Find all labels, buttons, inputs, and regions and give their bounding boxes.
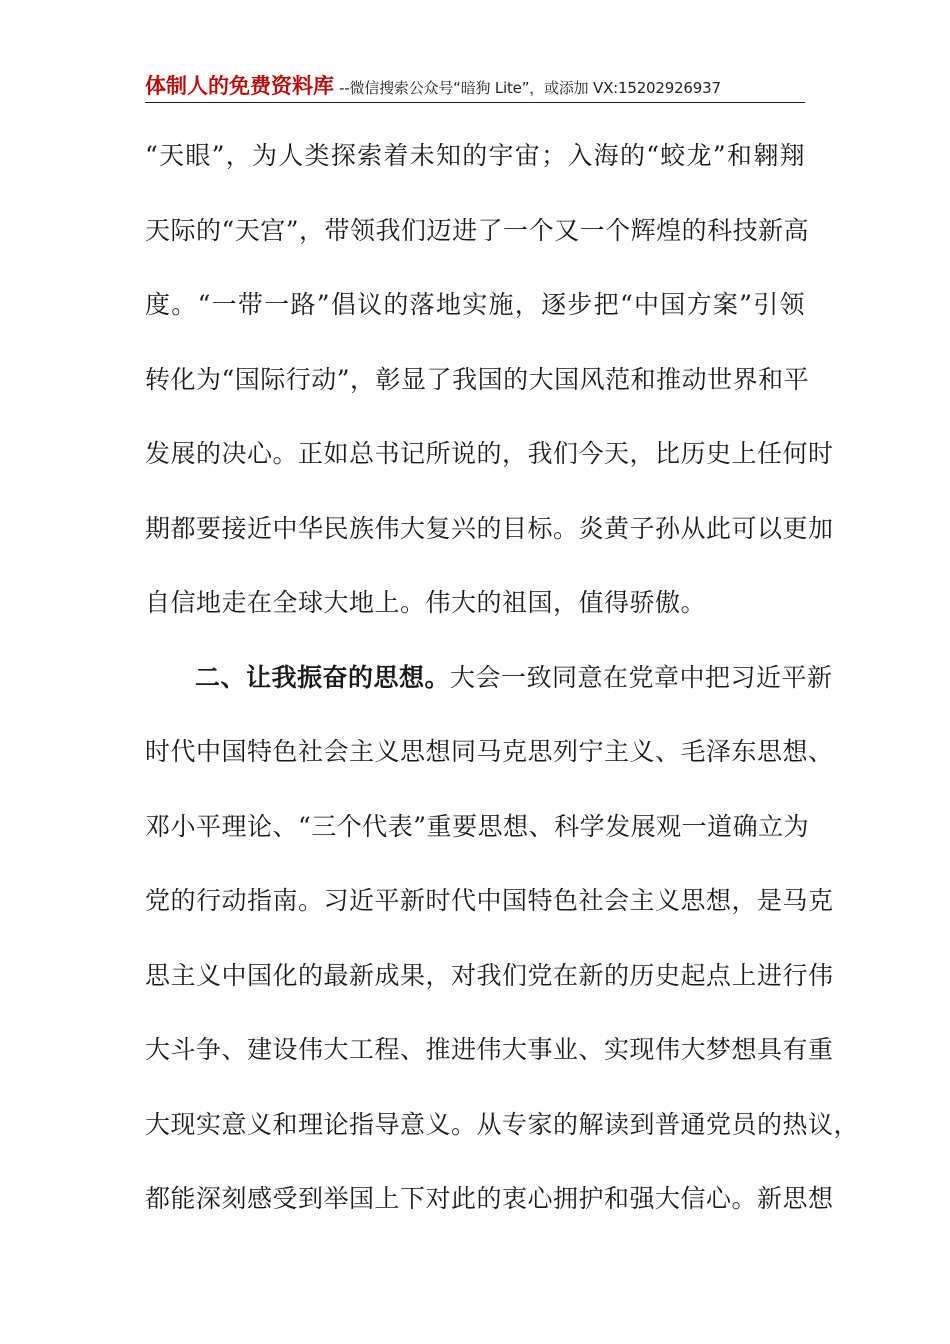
paragraph-line: 度。“一带一路”倡议的落地实施，逐步把“中国方案”引领 — [145, 290, 805, 319]
paragraph-line: 时代中国特色社会主义思想同马克思列宁主义、毛泽东思想、 — [145, 737, 834, 766]
header-subtitle: --微信搜索公众号“暗狗 Lite”，或添加 VX:15202926937 — [339, 79, 721, 97]
paragraph-line: 党的行动指南。习近平新时代中国特色社会主义思想，是马克 — [145, 886, 834, 915]
paragraph-line: 发展的决心。正如总书记所说的，我们今天，比历史上任何时 — [145, 439, 834, 468]
paragraph-line: 大现实意义和理论指导意义。从专家的解读到普通党员的热议， — [145, 1109, 860, 1139]
document-body — [145, 119, 860, 1237]
section-heading-rest: 大会一致同意在党章中把习近平新 — [450, 662, 833, 692]
paragraph-line: 天际的“天宫”，带领我们迈进了一个又一个辉煌的科技新高 — [145, 215, 810, 245]
header-brand: 体制人的免费资料库 — [145, 74, 334, 98]
paragraph-line: 期都要接近中华民族伟大复兴的目标。炎黄子孙从此可以更加 — [145, 513, 834, 543]
paragraph-line: 转化为“国际行动”，彰显了我国的大国风范和推动世界和平 — [145, 364, 810, 394]
page-header — [145, 70, 805, 103]
paragraph-line: 思主义中国化的最新成果，对我们党在新的历史起点上进行伟 — [145, 960, 834, 990]
section-heading: 二、让我振奋的思想。 — [195, 662, 451, 692]
paragraph-line: 都能深刻感受到举国上下对此的衷心拥护和强大信心。新思想 — [145, 1184, 834, 1213]
paragraph-line: “天眼”，为人类探索着未知的宇宙；入海的“蛟龙”和翱翔 — [145, 141, 805, 170]
paragraph-line: 邓小平理论、“三个代表”重要思想、科学发展观一道确立为 — [145, 811, 810, 841]
paragraph-line: 大斗争、建设伟大工程、推进伟大事业、实现伟大梦想具有重 — [145, 1035, 834, 1064]
paragraph-line: 自信地走在全球大地上。伟大的祖国，值得骄傲。 — [145, 588, 707, 617]
section-heading-line — [145, 641, 833, 716]
